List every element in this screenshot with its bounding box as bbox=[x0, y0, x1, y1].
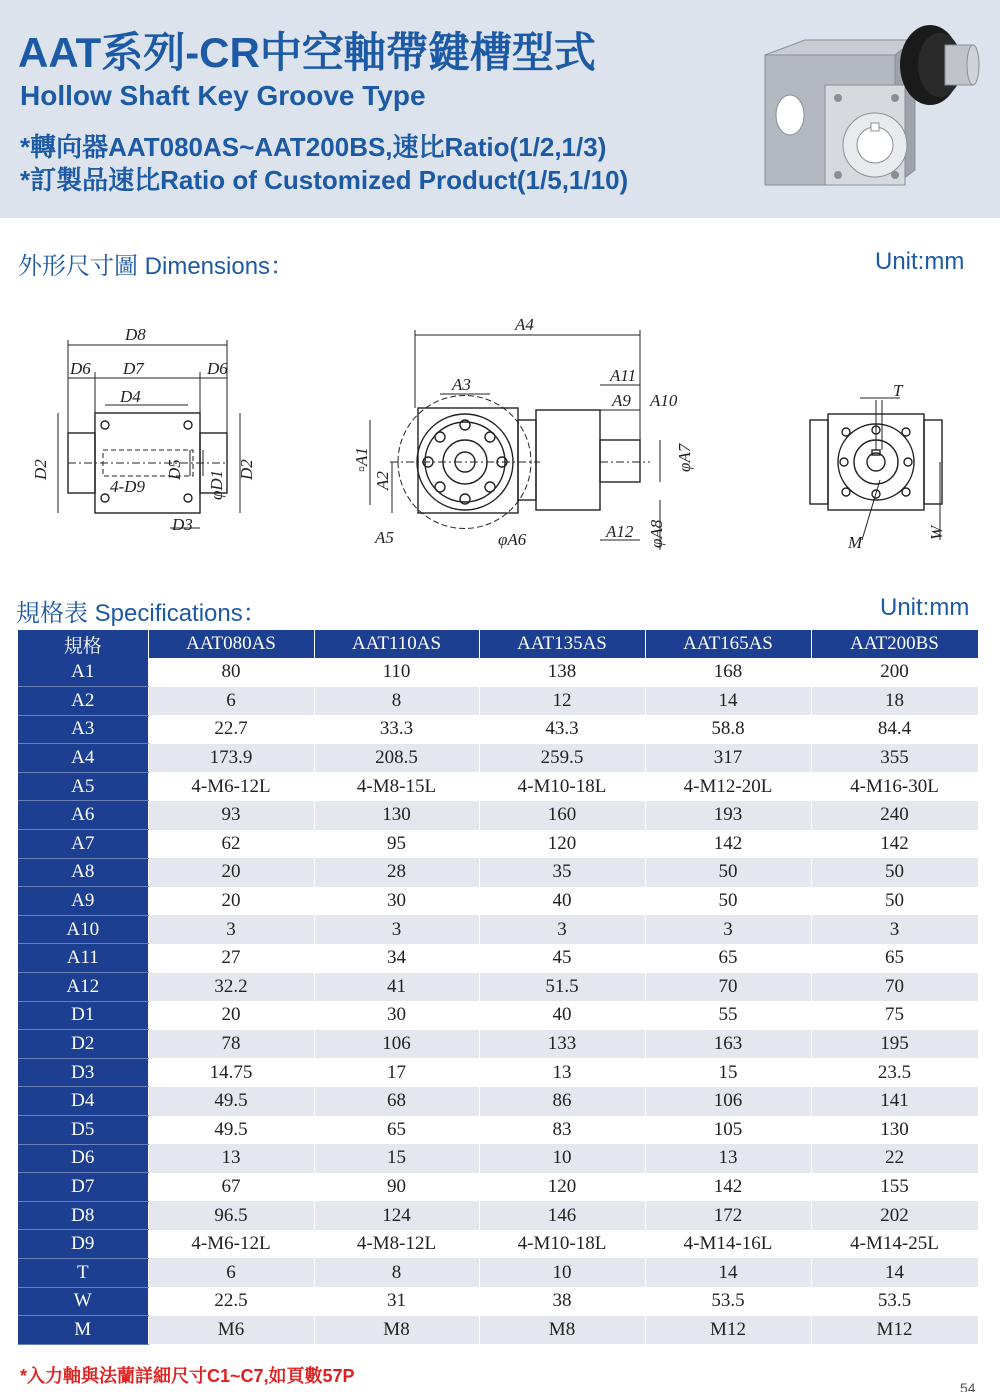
table-cell: 163 bbox=[645, 1030, 811, 1059]
table-row bbox=[18, 1001, 978, 1030]
specifications-table bbox=[18, 630, 979, 1345]
row-header: A8 bbox=[18, 858, 148, 887]
table-cell: 43.3 bbox=[479, 715, 645, 744]
table-cell: 65 bbox=[645, 944, 811, 973]
table-cell: 6 bbox=[148, 1258, 314, 1287]
table-row bbox=[18, 1258, 978, 1287]
svg-text:W: W bbox=[927, 525, 946, 540]
svg-text:D7: D7 bbox=[123, 359, 144, 378]
table-cell: 106 bbox=[314, 1030, 479, 1059]
table-row bbox=[18, 801, 978, 830]
table-cell: 8 bbox=[314, 687, 479, 716]
dimension-drawings bbox=[0, 300, 1000, 570]
table-cell: 172 bbox=[645, 1201, 811, 1230]
table-cell: 146 bbox=[479, 1201, 645, 1230]
table-cell: 34 bbox=[314, 944, 479, 973]
table-cell: 18 bbox=[811, 687, 978, 716]
table-cell: 173.9 bbox=[148, 744, 314, 773]
table-cell: M12 bbox=[645, 1316, 811, 1345]
table-cell: 4-M10-18L bbox=[479, 772, 645, 801]
row-header: D7 bbox=[18, 1173, 148, 1202]
table-row bbox=[18, 915, 978, 944]
table-cell: 10 bbox=[479, 1258, 645, 1287]
svg-text:D5: D5 bbox=[165, 459, 184, 480]
footnote: *入力軸與法蘭詳細尺寸C1~C7,如頁數57P bbox=[20, 1366, 355, 1386]
table-cell: 84.4 bbox=[811, 715, 978, 744]
table-cell: M8 bbox=[479, 1316, 645, 1345]
table-cell: 259.5 bbox=[479, 744, 645, 773]
table-row bbox=[18, 1316, 978, 1345]
table-cell: 14.75 bbox=[148, 1058, 314, 1087]
table-cell: 38 bbox=[479, 1287, 645, 1316]
table-row bbox=[18, 1030, 978, 1059]
table-cell: 14 bbox=[645, 687, 811, 716]
table-cell: 40 bbox=[479, 1001, 645, 1030]
svg-text:A5: A5 bbox=[375, 528, 394, 547]
svg-text:A12: A12 bbox=[606, 522, 634, 541]
svg-text:D6: D6 bbox=[207, 359, 228, 378]
table-cell: 68 bbox=[314, 1087, 479, 1116]
table-cell: 30 bbox=[314, 1001, 479, 1030]
table-cell: 83 bbox=[479, 1116, 645, 1145]
table-cell: 240 bbox=[811, 801, 978, 830]
table-cell: M8 bbox=[314, 1316, 479, 1345]
svg-text:M: M bbox=[848, 533, 863, 552]
table-row bbox=[18, 1230, 978, 1259]
table-row bbox=[18, 1058, 978, 1087]
column-header: AAT165AS bbox=[645, 630, 811, 658]
table-cell: 4-M6-12L bbox=[148, 1230, 314, 1259]
table-cell: 80 bbox=[148, 658, 314, 687]
table-cell: 142 bbox=[645, 1173, 811, 1202]
table-row bbox=[18, 744, 978, 773]
table-row bbox=[18, 830, 978, 859]
table-cell: 65 bbox=[811, 944, 978, 973]
table-cell: 14 bbox=[645, 1258, 811, 1287]
table-cell: 3 bbox=[811, 915, 978, 944]
row-header: A6 bbox=[18, 801, 148, 830]
column-header: AAT200BS bbox=[811, 630, 978, 658]
svg-text:A10: A10 bbox=[650, 391, 678, 410]
table-cell: 130 bbox=[811, 1116, 978, 1145]
table-cell: 3 bbox=[645, 915, 811, 944]
svg-text:φD1: φD1 bbox=[207, 469, 226, 500]
table-cell: 14 bbox=[811, 1258, 978, 1287]
dimensions-unit: Unit:mm bbox=[875, 248, 965, 275]
table-row bbox=[18, 973, 978, 1002]
svg-text:D2: D2 bbox=[237, 459, 256, 480]
table-cell: 28 bbox=[314, 858, 479, 887]
table-cell: 13 bbox=[645, 1144, 811, 1173]
table-cell: 50 bbox=[645, 858, 811, 887]
table-row bbox=[18, 715, 978, 744]
table-cell: 168 bbox=[645, 658, 811, 687]
table-cell: 31 bbox=[314, 1287, 479, 1316]
table-cell: 130 bbox=[314, 801, 479, 830]
table-cell: 202 bbox=[811, 1201, 978, 1230]
svg-text:D3: D3 bbox=[172, 515, 193, 534]
row-header: A2 bbox=[18, 687, 148, 716]
row-header: D1 bbox=[18, 1001, 148, 1030]
table-cell: 4-M8-12L bbox=[314, 1230, 479, 1259]
row-header: D9 bbox=[18, 1230, 148, 1259]
table-cell: 3 bbox=[314, 915, 479, 944]
svg-text:φA8: φA8 bbox=[647, 519, 666, 548]
table-cell: 58.8 bbox=[645, 715, 811, 744]
table-row bbox=[18, 858, 978, 887]
table-cell: 4-M14-25L bbox=[811, 1230, 978, 1259]
row-header: T bbox=[18, 1258, 148, 1287]
table-cell: 67 bbox=[148, 1173, 314, 1202]
table-cell: 142 bbox=[645, 830, 811, 859]
row-header: A11 bbox=[18, 944, 148, 973]
page-number: 54 bbox=[960, 1380, 976, 1392]
svg-text:T: T bbox=[893, 381, 903, 400]
table-cell: 6 bbox=[148, 687, 314, 716]
table-cell: 75 bbox=[811, 1001, 978, 1030]
table-cell: 62 bbox=[148, 830, 314, 859]
row-header: D4 bbox=[18, 1087, 148, 1116]
page-subtitle: Hollow Shaft Key Groove Type bbox=[20, 80, 426, 111]
table-cell: 70 bbox=[811, 973, 978, 1002]
table-row bbox=[18, 658, 978, 687]
svg-text:D8: D8 bbox=[125, 325, 146, 344]
table-cell: 65 bbox=[314, 1116, 479, 1145]
row-header: D3 bbox=[18, 1058, 148, 1087]
column-header: AAT135AS bbox=[479, 630, 645, 658]
table-cell: 12 bbox=[479, 687, 645, 716]
table-cell: 160 bbox=[479, 801, 645, 830]
specifications-unit: Unit:mm bbox=[880, 594, 970, 621]
right-view-drawing bbox=[810, 398, 942, 540]
table-cell: 317 bbox=[645, 744, 811, 773]
svg-text:D4: D4 bbox=[120, 387, 141, 406]
table-cell: 53.5 bbox=[811, 1287, 978, 1316]
table-cell: M6 bbox=[148, 1316, 314, 1345]
svg-text:A9: A9 bbox=[612, 391, 631, 410]
row-header: A1 bbox=[18, 658, 148, 687]
svg-text:A4: A4 bbox=[515, 315, 534, 334]
svg-text:D6: D6 bbox=[70, 359, 91, 378]
table-cell: 13 bbox=[148, 1144, 314, 1173]
row-header: M bbox=[18, 1316, 148, 1345]
svg-text:φA7: φA7 bbox=[675, 443, 694, 472]
table-row bbox=[18, 944, 978, 973]
row-header: D6 bbox=[18, 1144, 148, 1173]
table-cell: 45 bbox=[479, 944, 645, 973]
table-body bbox=[18, 658, 978, 1344]
table-cell: M12 bbox=[811, 1316, 978, 1345]
gearbox-product-image bbox=[745, 15, 985, 205]
table-cell: 4-M14-16L bbox=[645, 1230, 811, 1259]
table-cell: 50 bbox=[645, 887, 811, 916]
table-cell: 50 bbox=[811, 887, 978, 916]
svg-text:A11: A11 bbox=[610, 366, 637, 385]
column-header: AAT080AS bbox=[148, 630, 314, 658]
table-cell: 4-M6-12L bbox=[148, 772, 314, 801]
table-cell: 22.5 bbox=[148, 1287, 314, 1316]
table-row bbox=[18, 1144, 978, 1173]
row-header: A7 bbox=[18, 830, 148, 859]
table-cell: 40 bbox=[479, 887, 645, 916]
table-cell: 23.5 bbox=[811, 1058, 978, 1087]
table-row bbox=[18, 1173, 978, 1202]
table-cell: 193 bbox=[645, 801, 811, 830]
table-row bbox=[18, 1087, 978, 1116]
row-header: W bbox=[18, 1287, 148, 1316]
table-cell: 70 bbox=[645, 973, 811, 1002]
table-cell: 3 bbox=[479, 915, 645, 944]
table-cell: 78 bbox=[148, 1030, 314, 1059]
table-cell: 90 bbox=[314, 1173, 479, 1202]
custom-ratio-note: *訂製品速比Ratio of Customized Product(1/5,1/10) bbox=[20, 165, 629, 195]
table-cell: 49.5 bbox=[148, 1087, 314, 1116]
svg-text:A3: A3 bbox=[452, 375, 471, 394]
svg-text:φA6: φA6 bbox=[498, 530, 527, 549]
table-cell: 20 bbox=[148, 858, 314, 887]
svg-text:D2: D2 bbox=[31, 459, 50, 480]
table-cell: 96.5 bbox=[148, 1201, 314, 1230]
table-cell: 200 bbox=[811, 658, 978, 687]
table-cell: 27 bbox=[148, 944, 314, 973]
column-header: AAT110AS bbox=[314, 630, 479, 658]
row-header: A5 bbox=[18, 772, 148, 801]
ratio-note: *轉向器AAT080AS~AAT200BS,速比Ratio(1/2,1/3) bbox=[20, 132, 607, 162]
table-cell: 51.5 bbox=[479, 973, 645, 1002]
table-cell: 20 bbox=[148, 1001, 314, 1030]
header-banner bbox=[0, 0, 1000, 218]
svg-text:▫A1: ▫A1 bbox=[352, 447, 371, 472]
table-header-row bbox=[18, 630, 978, 658]
row-header: A10 bbox=[18, 915, 148, 944]
page-title: AAT系列-CR中空軸帶鍵槽型式 bbox=[18, 29, 596, 76]
table-cell: 49.5 bbox=[148, 1116, 314, 1145]
table-cell: 141 bbox=[811, 1087, 978, 1116]
row-header: A4 bbox=[18, 744, 148, 773]
row-header: D2 bbox=[18, 1030, 148, 1059]
table-cell: 50 bbox=[811, 858, 978, 887]
table-cell: 53.5 bbox=[645, 1287, 811, 1316]
table-cell: 55 bbox=[645, 1001, 811, 1030]
table-cell: 208.5 bbox=[314, 744, 479, 773]
table-cell: 4-M10-18L bbox=[479, 1230, 645, 1259]
table-row bbox=[18, 1201, 978, 1230]
table-cell: 10 bbox=[479, 1144, 645, 1173]
table-cell: 22.7 bbox=[148, 715, 314, 744]
svg-text:A2: A2 bbox=[373, 471, 392, 490]
table-cell: 93 bbox=[148, 801, 314, 830]
table-cell: 4-M12-20L bbox=[645, 772, 811, 801]
table-cell: 105 bbox=[645, 1116, 811, 1145]
table-cell: 8 bbox=[314, 1258, 479, 1287]
table-cell: 95 bbox=[314, 830, 479, 859]
table-cell: 22 bbox=[811, 1144, 978, 1173]
table-cell: 86 bbox=[479, 1087, 645, 1116]
table-cell: 30 bbox=[314, 887, 479, 916]
table-cell: 195 bbox=[811, 1030, 978, 1059]
table-cell: 142 bbox=[811, 830, 978, 859]
table-row bbox=[18, 1287, 978, 1316]
table-cell: 124 bbox=[314, 1201, 479, 1230]
specifications-heading: 規格表 Specifications： bbox=[16, 600, 267, 627]
svg-text:4-D9: 4-D9 bbox=[110, 477, 145, 496]
table-cell: 138 bbox=[479, 658, 645, 687]
table-row bbox=[18, 887, 978, 916]
table-row bbox=[18, 772, 978, 801]
table-cell: 3 bbox=[148, 915, 314, 944]
table-cell: 4-M16-30L bbox=[811, 772, 978, 801]
table-cell: 110 bbox=[314, 658, 479, 687]
row-header: A3 bbox=[18, 715, 148, 744]
table-cell: 41 bbox=[314, 973, 479, 1002]
table-cell: 20 bbox=[148, 887, 314, 916]
table-row bbox=[18, 1116, 978, 1145]
table-cell: 15 bbox=[314, 1144, 479, 1173]
table-cell: 17 bbox=[314, 1058, 479, 1087]
table-cell: 120 bbox=[479, 830, 645, 859]
table-cell: 133 bbox=[479, 1030, 645, 1059]
row-header: A9 bbox=[18, 887, 148, 916]
table-cell: 35 bbox=[479, 858, 645, 887]
table-cell: 33.3 bbox=[314, 715, 479, 744]
table-cell: 120 bbox=[479, 1173, 645, 1202]
table-cell: 155 bbox=[811, 1173, 978, 1202]
table-cell: 355 bbox=[811, 744, 978, 773]
row-header: D8 bbox=[18, 1201, 148, 1230]
row-header: A12 bbox=[18, 973, 148, 1002]
table-cell: 15 bbox=[645, 1058, 811, 1087]
dimensions-heading: 外形尺寸圖 Dimensions： bbox=[18, 253, 295, 280]
table-cell: 13 bbox=[479, 1058, 645, 1087]
table-cell: 106 bbox=[645, 1087, 811, 1116]
table-cell: 4-M8-15L bbox=[314, 772, 479, 801]
row-header: D5 bbox=[18, 1116, 148, 1145]
center-view-drawing bbox=[370, 330, 660, 550]
table-cell: 32.2 bbox=[148, 973, 314, 1002]
table-row bbox=[18, 687, 978, 716]
column-header: 規格 bbox=[18, 630, 148, 658]
